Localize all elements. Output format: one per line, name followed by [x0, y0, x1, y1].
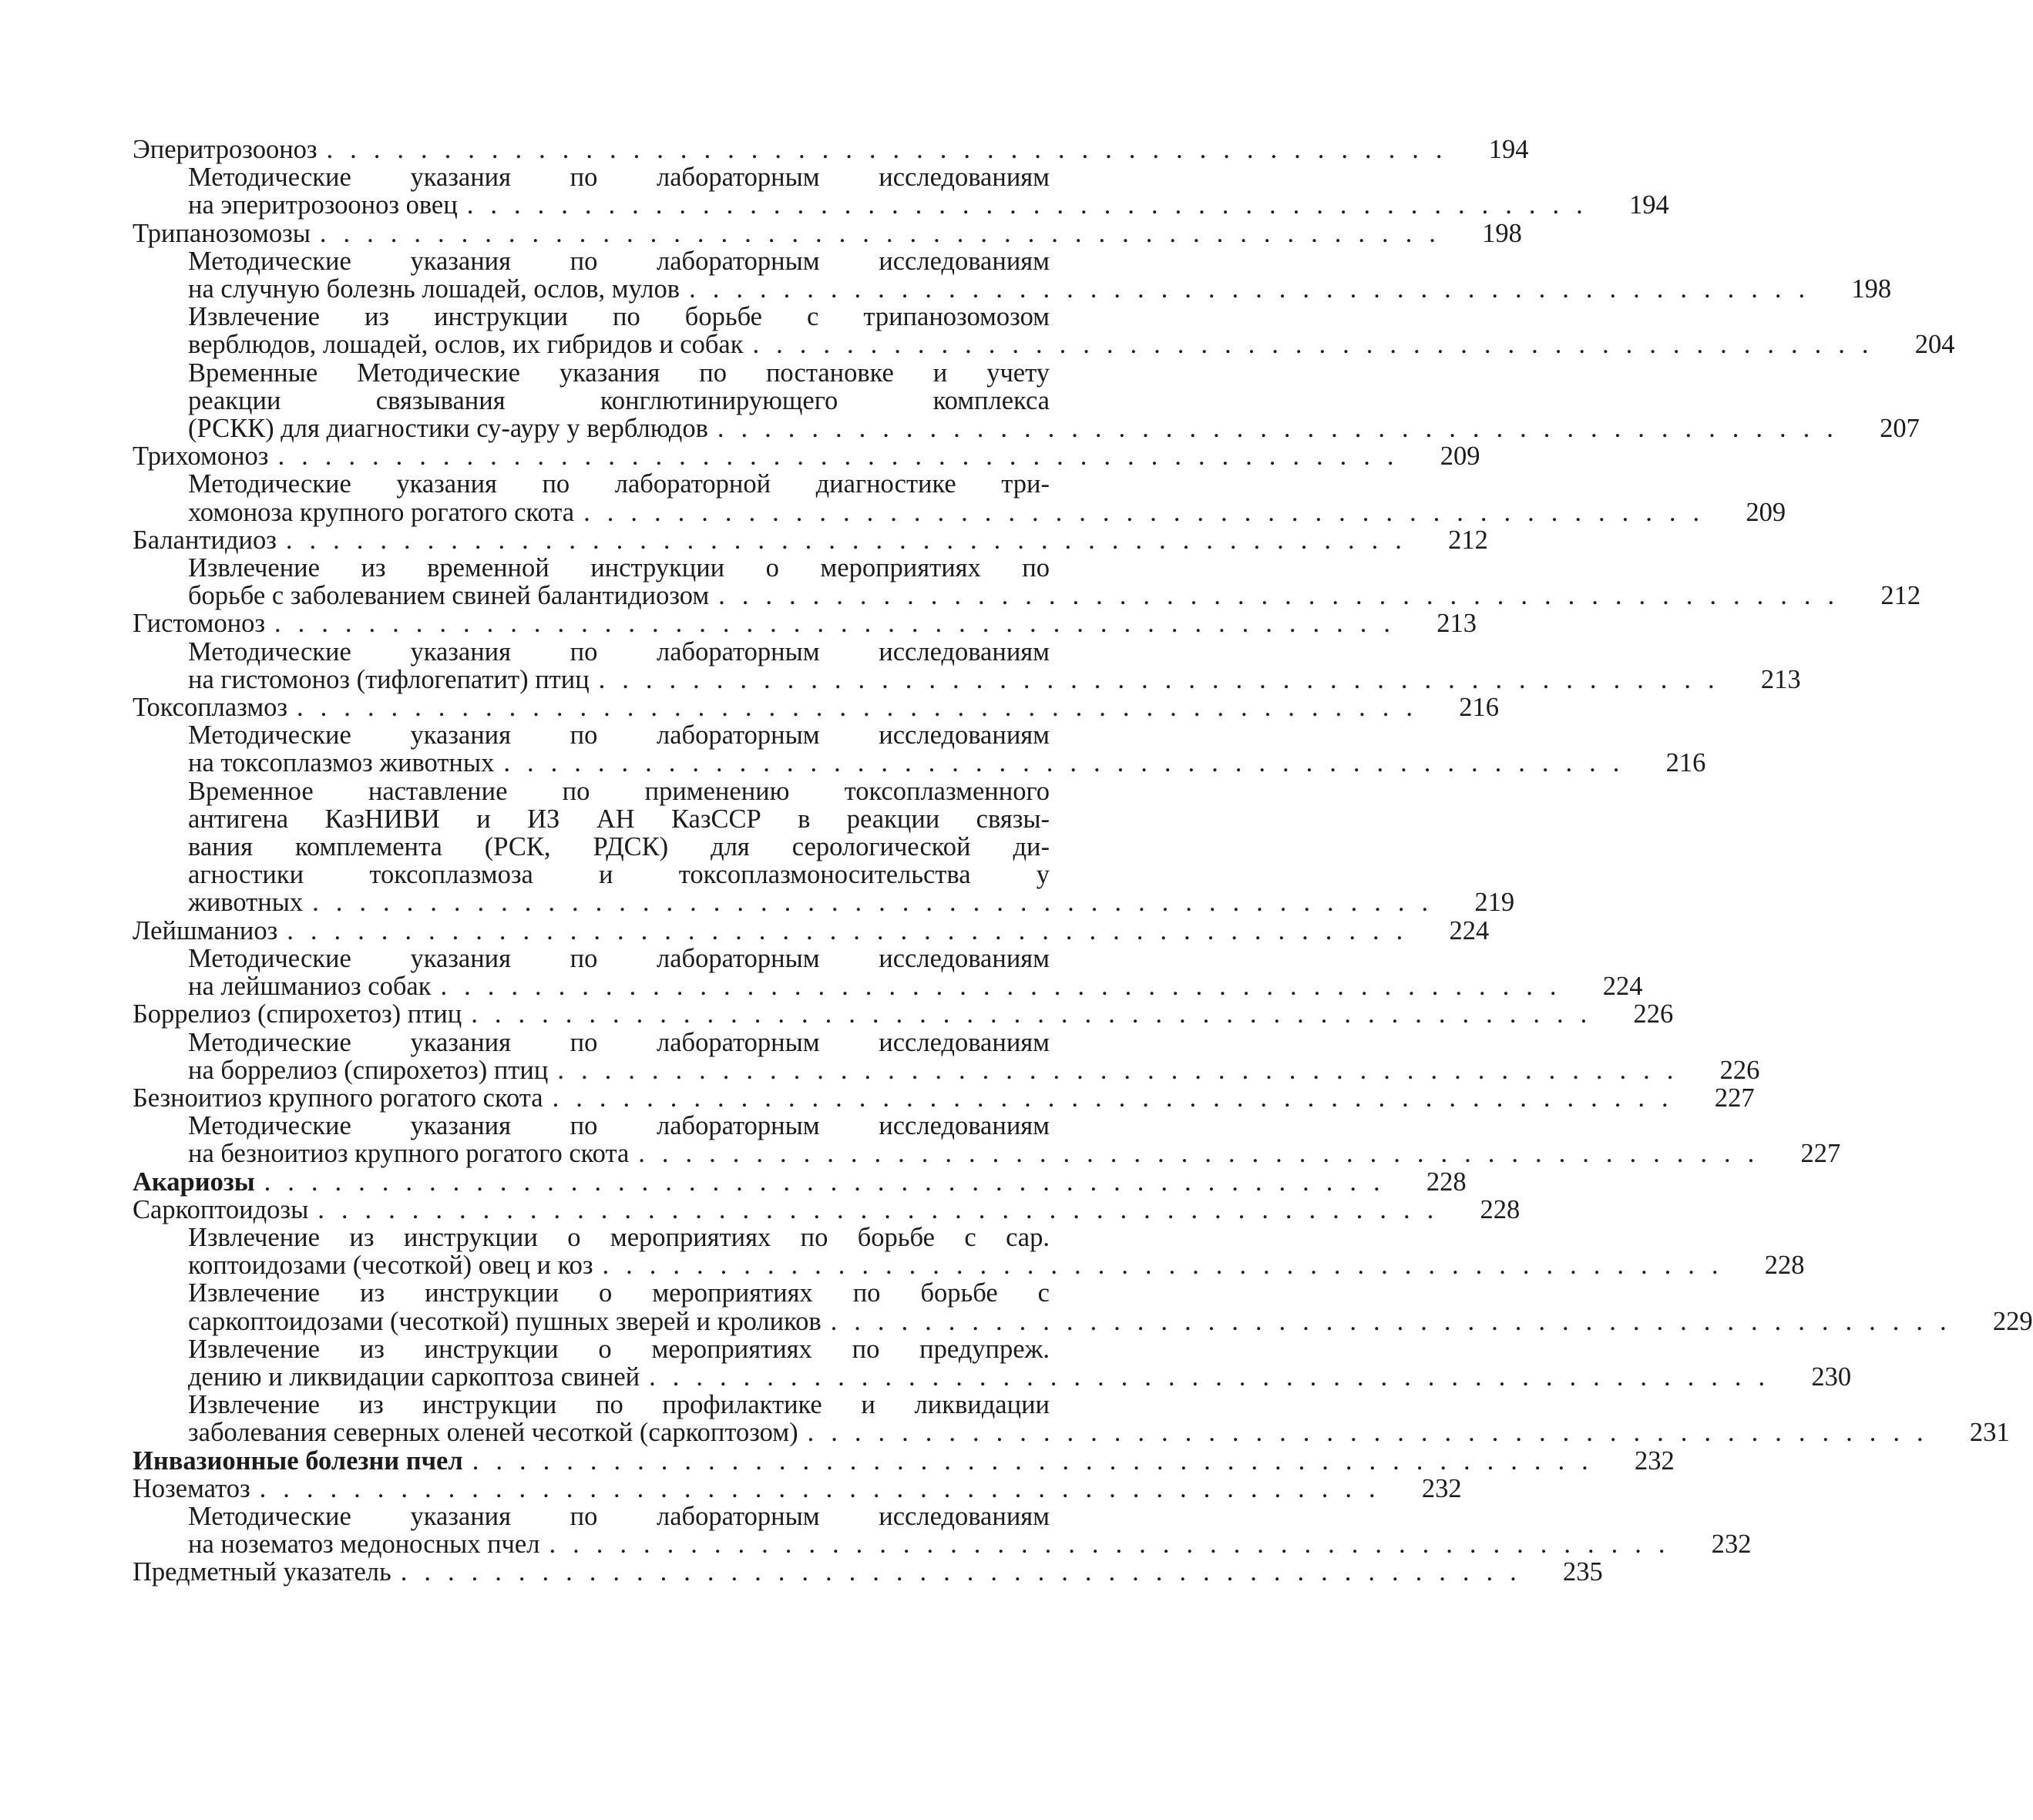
toc-entry: Акариозы ................................................ 228: [133, 1167, 1467, 1197]
dot-leader: ................................................: [287, 915, 1420, 945]
page-number: 231: [1969, 1418, 2010, 1448]
page-number: 227: [1714, 1083, 1755, 1113]
toc-entry: Нозематоз ................................................ 232: [133, 1473, 1462, 1503]
dot-leader: ................................................: [689, 274, 1823, 304]
dot-leader: ................................................: [319, 218, 1453, 248]
toc-entry-continuation: на токсоплазмоз животных ................................................ 216: [188, 748, 1706, 778]
dot-leader: ................................................: [259, 1473, 1393, 1503]
page-number: 213: [1760, 664, 1801, 694]
page-number: 232: [1711, 1530, 1752, 1560]
toc-entry-continuation: реакции связывания конглютинирующего комплекса: [188, 385, 1050, 415]
page-number: 228: [1764, 1251, 1805, 1281]
toc-entry: Методические указания по лабораторным исследованиям: [188, 943, 1050, 973]
dot-leader: ................................................: [752, 330, 1886, 360]
page-number: 194: [1488, 135, 1529, 164]
dot-leader: ................................................: [318, 1194, 1451, 1224]
page-number: 213: [1437, 609, 1477, 639]
dot-leader: ................................................: [440, 972, 1574, 1002]
toc-entry-continuation: агностики токсоплазмоза и токсоплазмоносительства у: [188, 860, 1050, 890]
toc-entry-continuation: хомоноза крупного рогатого скота ................................................ 209: [188, 497, 1786, 527]
page-number: 232: [1421, 1473, 1462, 1503]
page-number: 194: [1628, 190, 1669, 220]
toc-entry: Предметный указатель ................................................ 235: [133, 1557, 1603, 1587]
toc-entry: Извлечение из временной инструкции о мероприятиях по: [188, 553, 1050, 583]
page-number: 209: [1746, 497, 1786, 527]
dot-leader: ................................................: [602, 1251, 1736, 1281]
toc-entry-continuation: (РСКК) для диагностики су-ауру у верблюдов ................................................ 207: [188, 414, 1920, 444]
dot-leader: ................................................: [638, 1139, 1772, 1169]
dot-leader: ................................................: [557, 1055, 1691, 1085]
toc-entry: Методические указания по лабораторным исследованиям: [188, 1501, 1050, 1531]
page-number: 219: [1474, 888, 1515, 918]
toc-entry: Извлечение из инструкции по профилактике и ликвидации: [188, 1390, 1050, 1420]
dot-leader: ................................................: [549, 1530, 1682, 1560]
page-number: 228: [1426, 1167, 1467, 1197]
page-number: 198: [1482, 218, 1522, 248]
dot-leader: ................................................: [717, 414, 1850, 444]
dot-leader: ................................................: [552, 1083, 1685, 1113]
dot-leader: ................................................: [471, 999, 1605, 1029]
toc-entry: Извлечение из инструкции по борьбе с трипанозомозом: [188, 302, 1050, 332]
toc-entry: Трихомоноз ................................................ 209: [133, 442, 1480, 472]
toc-entry: Балантидиоз ................................................ 212: [133, 525, 1488, 555]
toc-entry: Трипанозомозы ................................................ 198: [133, 218, 1522, 248]
toc-entry: Методические указания по лабораторной диагностике три-: [188, 469, 1050, 499]
toc-entry: Временные Методические указания по постановке и учету: [188, 358, 1050, 388]
toc-entry-continuation: верблюдов, лошадей, ослов, их гибридов и собак ................................................ 204: [188, 330, 1955, 360]
page-number: 216: [1459, 693, 1500, 723]
dot-leader: ................................................: [285, 525, 1419, 555]
dot-leader: ................................................: [830, 1306, 1964, 1336]
dot-leader: ................................................: [312, 888, 1446, 918]
toc-entry: Лейшманиоз ................................................ 224: [133, 915, 1490, 945]
dot-leader: ................................................: [649, 1362, 1783, 1392]
dot-leader: ................................................: [503, 748, 1637, 778]
toc-entry: Временное наставление по применению токсоплазменного: [188, 776, 1050, 806]
toc-entry-continuation: коптоидозами (чесоткой) овец и коз ................................................ 228: [188, 1251, 1805, 1281]
toc-entry: Боррелиоз (спирохетоз) птиц ................................................ 226: [133, 999, 1674, 1029]
toc-entry-continuation: заболевания северных оленей чесоткой (саркоптозом) ................................................ 231: [188, 1418, 2010, 1448]
dot-leader: ................................................: [807, 1418, 1941, 1448]
toc-entry: Методические указания по лабораторным исследованиям: [188, 163, 1050, 193]
toc-entry-continuation: саркоптоидозами (чесоткой) пушных зверей и кроликов ................................................ 229: [188, 1306, 2033, 1336]
toc-entry-continuation: вания комплемента (РСК, РДСК) для серологической ди-: [188, 832, 1050, 862]
page-number: 224: [1602, 972, 1643, 1002]
toc-entry-continuation: на случную болезнь лошадей, ослов, мулов ................................................ 198: [188, 274, 1892, 304]
toc-entry: Саркоптоидозы ................................................ 228: [133, 1194, 1521, 1224]
toc-entry: Методические указания по лабораторным исследованиям: [188, 720, 1050, 750]
toc-entry: Извлечение из инструкции о мероприятиях по предупреж.: [188, 1334, 1050, 1364]
page-number: 198: [1851, 274, 1892, 304]
toc-entry: Методические указания по лабораторным исследованиям: [188, 1027, 1050, 1057]
toc-entry-continuation: на нозематоз медоносных пчел ................................................ 232: [188, 1530, 1752, 1560]
toc-entry: Токсоплазмоз ................................................ 216: [133, 693, 1500, 723]
dot-leader: ................................................: [400, 1557, 1534, 1587]
page-number: 228: [1480, 1194, 1521, 1224]
toc-entry-continuation: борьбе с заболеванием свиней балантидиозом ................................................ 212: [188, 581, 1921, 611]
page-number: 226: [1719, 1055, 1760, 1085]
dot-leader: ................................................: [264, 1167, 1397, 1197]
dot-leader: ................................................: [583, 497, 1717, 527]
table-of-contents: [133, 135, 2033, 1587]
toc-entry: Безноитиоз крупного рогатого скота ................................................ 227: [133, 1083, 1755, 1113]
page-number: 212: [1880, 581, 1921, 611]
toc-entry-continuation: на лейшманиоз собак ................................................ 224: [188, 972, 1643, 1002]
toc-entry-continuation: на безноитиоз крупного рогатого скота ................................................ 227: [188, 1139, 1841, 1169]
toc-entry-continuation: на эперитрозооноз овец ................................................ 194: [188, 190, 1669, 220]
toc-entry: Инвазионные болезни пчел ................................................ 232: [133, 1446, 1675, 1476]
toc-entry-continuation: на гистомоноз (тифлогепатит) птиц ................................................ 213: [188, 664, 1801, 694]
page-number: 226: [1633, 999, 1674, 1029]
dot-leader: ................................................: [472, 1446, 1605, 1476]
dot-leader: ................................................: [326, 135, 1460, 164]
page-number: 224: [1449, 915, 1490, 945]
toc-entry: Извлечение из инструкции о мероприятиях по борьбе с: [188, 1278, 1050, 1308]
page-number: 212: [1448, 525, 1488, 555]
page-number: 227: [1800, 1139, 1841, 1169]
toc-entry: Методические указания по лабораторным исследованиям: [188, 1111, 1050, 1141]
toc-entry: Извлечение из инструкции о мероприятиях по борьбе с сар.: [188, 1222, 1050, 1252]
dot-leader: ................................................: [277, 442, 1411, 472]
toc-entry-continuation: на боррелиоз (спирохетоз) птиц ................................................ 226: [188, 1055, 1760, 1085]
page-number: 204: [1914, 330, 1955, 360]
dot-leader: ................................................: [274, 609, 1408, 639]
page-number: 207: [1880, 414, 1920, 444]
page-number: 230: [1811, 1362, 1852, 1392]
toc-entry: Эперитрозооноз ................................................ 194: [133, 135, 1529, 164]
dot-leader: ................................................: [297, 693, 1430, 723]
page-number: 232: [1634, 1446, 1675, 1476]
toc-entry: Методические указания по лабораторным исследованиям: [188, 636, 1050, 667]
page-number: 216: [1665, 748, 1706, 778]
page-number: 209: [1440, 442, 1480, 472]
page-number: 235: [1562, 1557, 1603, 1587]
toc-entry: Гистомоноз ................................................ 213: [133, 609, 1477, 639]
toc-entry-continuation: дению и ликвидации саркоптоза свиней ................................................ 230: [188, 1362, 1852, 1392]
toc-entry-continuation: антигена КазНИВИ и ИЗ АН КазССР в реакции связы-: [188, 804, 1050, 834]
dot-leader: ................................................: [718, 581, 1852, 611]
dot-leader: ................................................: [598, 664, 1732, 694]
toc-entry-continuation: животных ................................................ 219: [188, 888, 1515, 918]
dot-leader: ................................................: [466, 190, 1600, 220]
toc-entry: Методические указания по лабораторным исследованиям: [188, 246, 1050, 276]
page-number: 229: [1992, 1306, 2033, 1336]
